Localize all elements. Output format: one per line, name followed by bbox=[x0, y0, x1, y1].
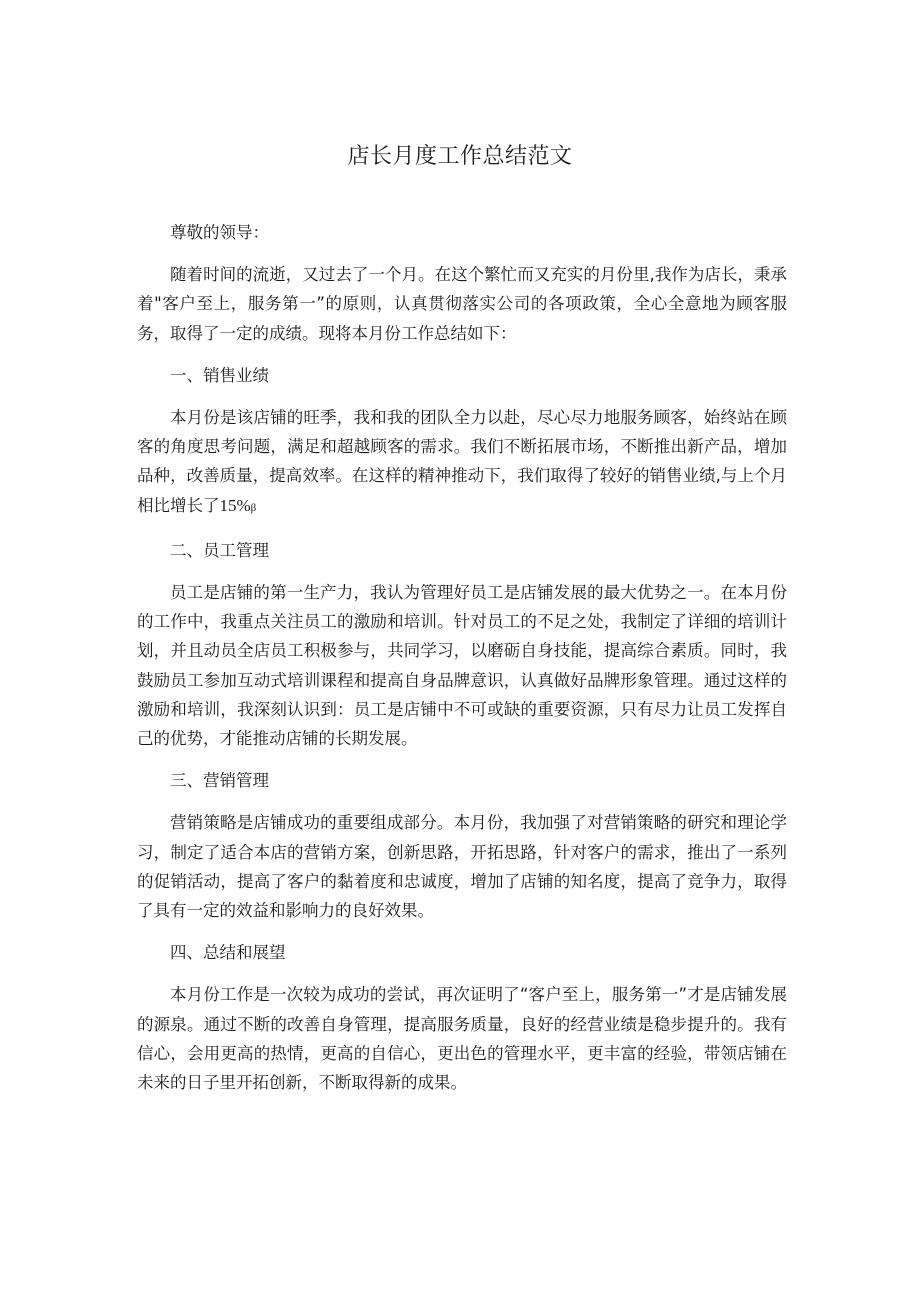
section-heading-summary: 四、总结和展望 bbox=[170, 943, 286, 963]
intro-paragraph: 随着时间的流逝，又过去了一个月。在这个繁忙而又充实的月份里,我作为店长，秉承着"客户至上，服务第一”的原则，认真贯彻落实公司的各项政策，全心全意地为顾客服务，取得了一定的成绩。现将本月份工作总结如下： bbox=[137, 265, 787, 343]
section-heading-staff: 二、员工管理 bbox=[170, 540, 269, 560]
document-title: 店长月度工作总结范文 bbox=[347, 144, 573, 169]
sales-text: 本月份是该店铺的旺季，我和我的团队全力以赴，尽心尽力地服务顾客，始终站在顾客的角度思考问题，满足和超越顾客的需求。我们不断拓展市场，不断推出新产品，增加品种，改善质量，提高效率。在这样的精神推动下，我们取得了较好的销售业绩,与上个月相比增长了 bbox=[137, 408, 787, 515]
section-paragraph-sales bbox=[137, 403, 787, 523]
sales-tail-mark: β bbox=[250, 501, 257, 514]
salutation: 尊敬的领导： bbox=[170, 223, 269, 242]
sales-growth-value: 15% bbox=[219, 495, 251, 515]
section-heading-marketing: 三、营销管理 bbox=[170, 771, 269, 791]
section-paragraph-marketing: 营销策略是店铺成功的重要组成部分。本月份，我加强了对营销策略的研究和理论学习，制定了适合本店的营销方案，创新思路，开拓思路，针对客户的需求，推出了一系列的促销活动，提高了客户的黏着度和忠诚度，增加了店铺的知名度，提高了竞争力，取得了具有一定的效益和影响力的良好效果。 bbox=[137, 813, 787, 921]
section-heading-sales: 一、销售业绩 bbox=[170, 365, 269, 385]
section-paragraph-staff: 员工是店铺的第一生产力，我认为管理好员工是店铺发展的最大优势之一。在本月份的工作中，我重点关注员工的激励和培训。针对员工的不足之处，我制定了详细的培训计划，并且动员全店员工积极参与，共同学习，以磨砺自身技能，提高综合素质。同时，我鼓励员工参加互动式培训课程和提高自身品牌意识，认真做好品牌形象管理。通过这样的激励和培训，我深刻认识到：员工是店铺中不可或缺的重要资源，只有尽力让员工发挥自己的优势，才能推动店铺的长期发展。 bbox=[137, 583, 787, 749]
document-body bbox=[137, 218, 787, 1110]
section-paragraph-summary: 本月份工作是一次较为成功的尝试，再次证明了“客户至上，服务第一”才是店铺发展的源泉。通过不断的改善自身管理，提高服务质量，良好的经营业绩是稳步提升的。我有信心，会用更高的热情，更高的自信心，更出色的管理水平，更丰富的经验，带领店铺在未来的日子里开拓创新，不断取得新的成果。 bbox=[137, 985, 787, 1093]
